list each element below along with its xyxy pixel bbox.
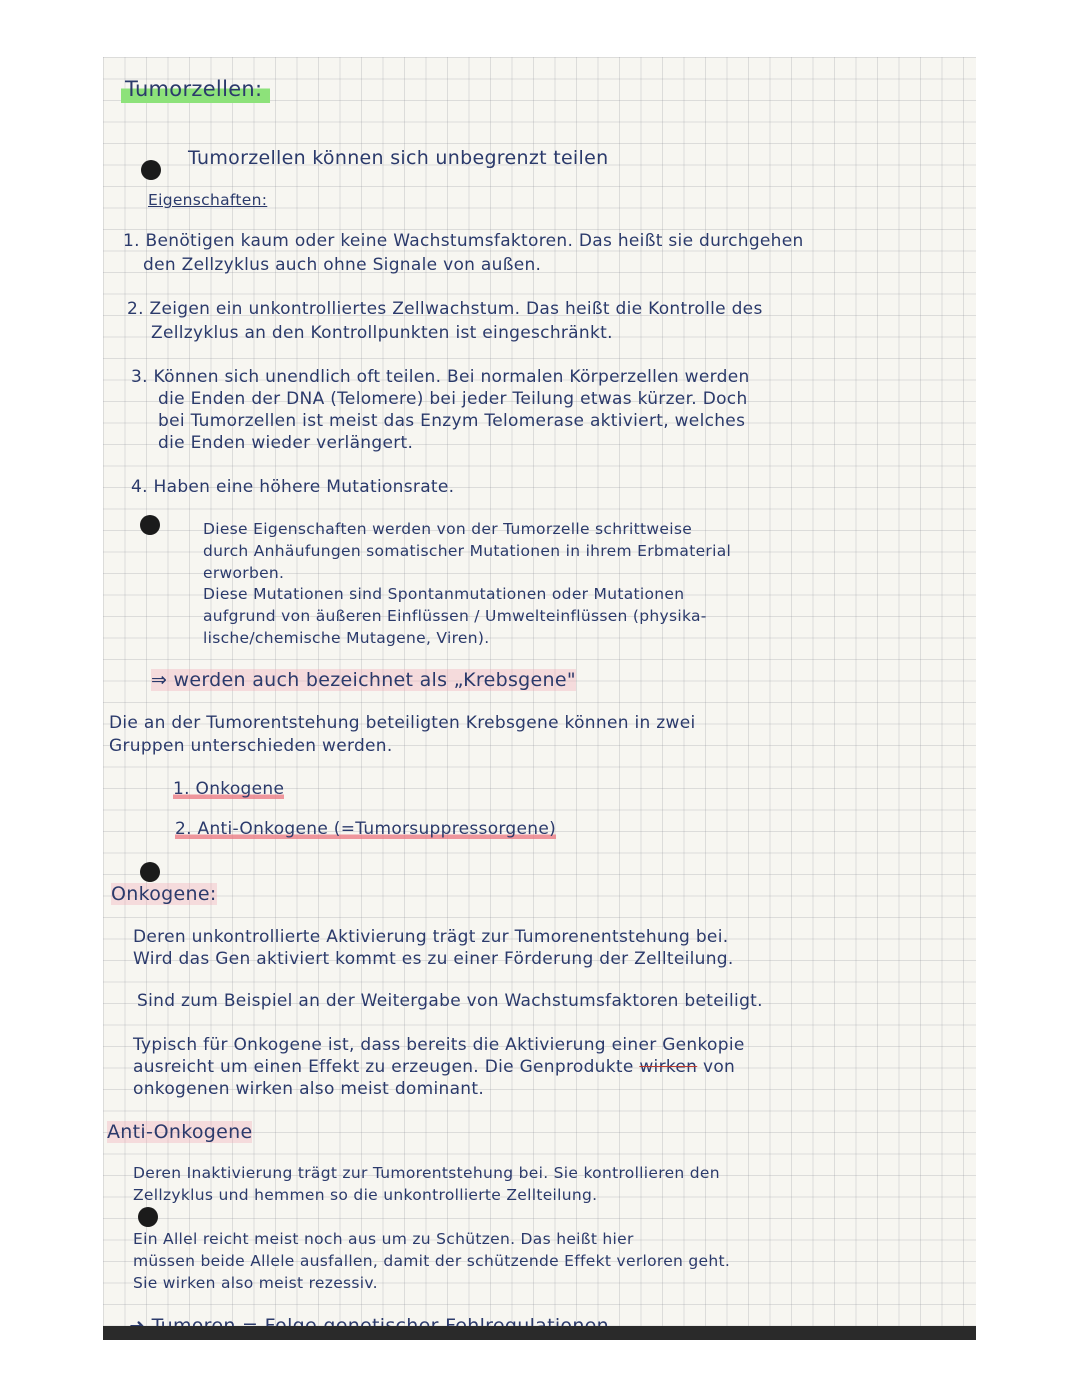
oncogenes-line-3: Sind zum Beispiel an der Weitergabe von Wachstumsfaktoren beteiligt. [137,991,763,1011]
punch-hole [140,515,160,535]
mutations-line-6: lische/chemische Mutagene, Viren). [203,629,490,647]
item-1-line-1: 1. Benötigen kaum oder keine Wachstumsfaktoren. Das heißt sie durchgehen [123,231,804,251]
properties-label: Eigenschaften: [148,191,268,209]
oncogenes-line-5: ausreicht um einen Effekt zu erzeugen. Die Genprodukte wirken von [133,1057,736,1077]
notebook-page [103,57,976,1340]
punch-hole [141,160,161,180]
item-3-line-3: bei Tumorzellen ist meist das Enzym Telomerase aktiviert, welches [158,411,746,431]
item-3-line-1: 3. Können sich unendlich oft teilen. Bei normalen Körperzellen werden [131,367,750,387]
anti-line-5: Sie wirken also meist rezessiv. [133,1274,378,1292]
page-bottom-edge [103,1326,976,1340]
group-oncogenes: 1. Onkogene [173,779,285,799]
mutations-line-4: Diese Mutationen sind Spontanmutationen oder Mutationen [203,585,685,603]
mutations-line-3: erworben. [203,564,285,582]
mutations-line-1: Diese Eigenschaften werden von der Tumorzelle schrittweise [203,520,693,538]
item-3-line-2: die Enden der DNA (Telomere) bei jeder Teilung etwas kürzer. Doch [158,389,748,409]
mutations-line-2: durch Anhäufungen somatischer Mutationen in ihrem Erbmaterial [203,542,732,560]
page-heading: Tumorzellen: [121,77,270,101]
krebsgene-statement: ⇒ werden auch bezeichnet als „Krebsgene" [151,669,576,691]
mutations-line-5: aufgrund von äußeren Einflüssen / Umwelteinflüssen (physika- [203,607,707,625]
item-2-line-1: 2. Zeigen ein unkontrolliertes Zellwachstum. Das heißt die Kontrolle des [127,299,763,319]
oncogenes-line-6: onkogenen wirken also meist dominant. [133,1079,485,1099]
item-3-line-4: die Enden wieder verlängert. [158,433,414,453]
intro-text: Tumorzellen können sich unbegrenzt teilen [188,147,609,169]
item-1-line-2: den Zellzyklus auch ohne Signale von außen. [143,255,542,275]
oncogenes-heading: Onkogene: [111,883,217,905]
anti-oncogenes-heading: Anti-Onkogene [107,1121,253,1143]
oncogenes-line-1: Deren unkontrollierte Aktivierung trägt zur Tumorenentstehung bei. [133,927,729,947]
anti-line-2: Zellzyklus und hemmen so die unkontrollierte Zellteilung. [133,1186,598,1204]
item-4-line-1: 4. Haben eine höhere Mutationsrate. [131,477,455,497]
punch-hole [140,862,160,882]
anti-line-1: Deren Inaktivierung trägt zur Tumorentstehung bei. Sie kontrollieren den [133,1164,720,1182]
oncogenes-line-4: Typisch für Onkogene ist, dass bereits die Aktivierung einer Genkopie [133,1035,745,1055]
groups-line-1: Die an der Tumorentstehung beteiligten Krebsgene können in zwei [109,713,696,733]
punch-hole [138,1207,158,1227]
item-2-line-2: Zellzyklus an den Kontrollpunkten ist eingeschränkt. [151,323,613,343]
anti-line-4: müssen beide Allele ausfallen, damit der schützende Effekt verloren geht. [133,1252,731,1270]
group-anti-oncogenes: 2. Anti-Onkogene (=Tumorsuppressorgene) [175,819,557,839]
oncogenes-line-2: Wird das Gen aktiviert kommt es zu einer Förderung der Zellteilung. [133,949,734,969]
groups-line-2: Gruppen unterschieden werden. [109,736,393,756]
anti-line-3: Ein Allel reicht meist noch aus um zu Schützen. Das heißt hier [133,1230,634,1248]
